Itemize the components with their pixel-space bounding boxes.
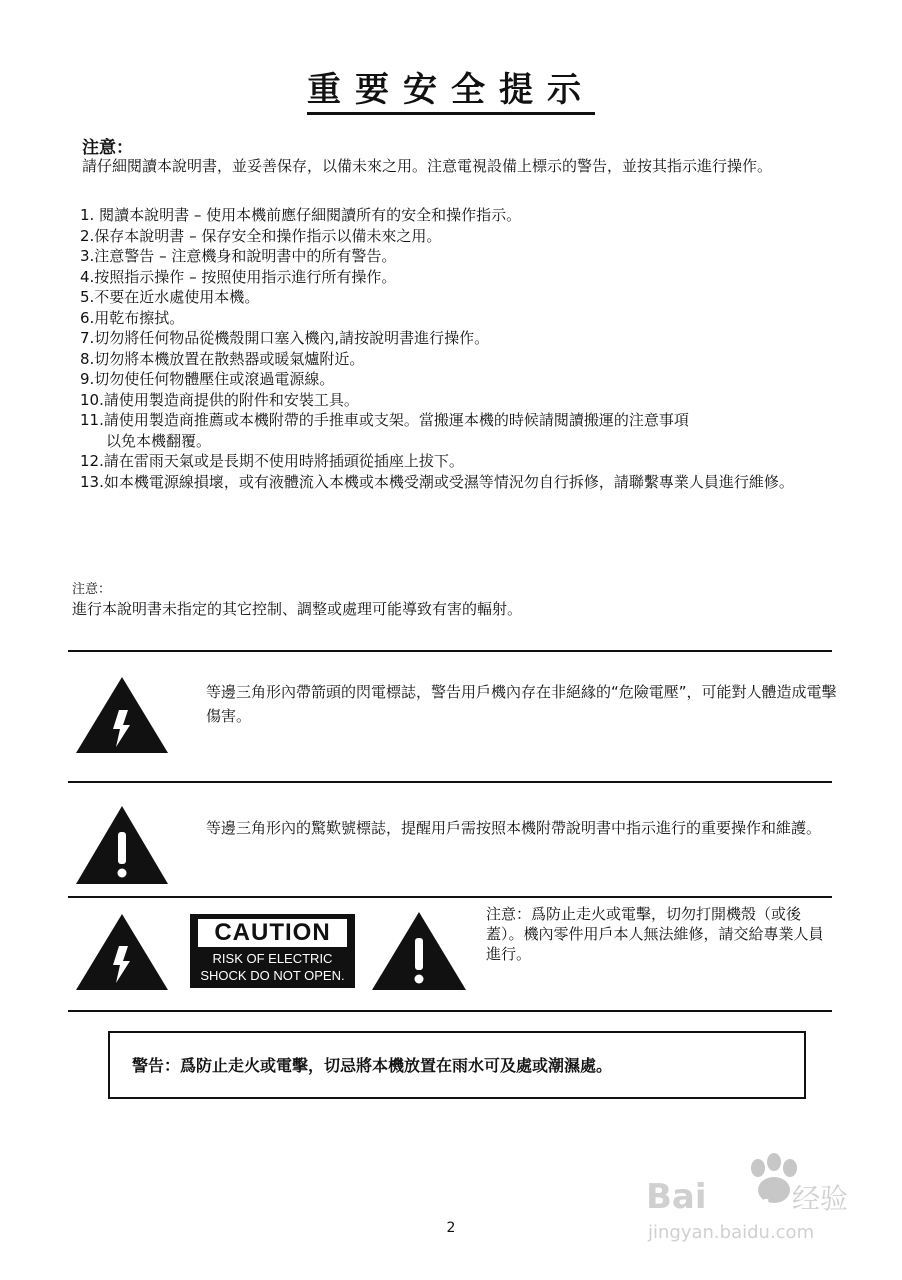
list-item: 2.保存本說明書 – 保存安全和操作指示以備未來之用。 <box>80 226 442 245</box>
warning-box <box>108 1031 806 1099</box>
svg-text:jingyan.baidu.com: jingyan.baidu.com <box>648 1222 815 1243</box>
svg-text:Bai: Bai <box>646 1177 707 1217</box>
lightning-warning-text: 等邊三角形內帶箭頭的閃電標誌，警告用戶機內存在非絕緣的“危險電壓”，可能對人體造成電擊傷害。 <box>206 683 837 725</box>
baidu-watermark-logo <box>640 1150 860 1250</box>
svg-text:经验: 经验 <box>792 1182 849 1215</box>
list-item: 9.切勿使任何物體壓住或滾過電源線。 <box>80 370 335 388</box>
exclamation-warning-text: 等邊三角形內的驚歎號標誌，提醒用戶需按照本機附帶說明書中指示進行的重要操作和維護。 <box>206 819 822 837</box>
list-item: 1. 閱讀本說明書 – 使用本機前應仔細閱讀所有的安全和操作指示。 <box>80 206 522 224</box>
divider <box>68 781 832 783</box>
list-item: 6.用乾布擦拭。 <box>80 308 185 327</box>
caution-title: CAUTION <box>198 919 347 947</box>
list-item: 以免本機翻覆。 <box>106 431 212 450</box>
warning-text: 警告：爲防止走火或電擊，切忌將本機放置在雨水可及處或潮濕處。 <box>132 1056 613 1075</box>
list-item: 13.如本機電源線損壞，或有液體流入本機或本機受潮或受濕等情況勿自行拆修，請聯繫專業人員進行維修。 <box>80 472 794 491</box>
exclamation-warning-icon <box>76 806 168 884</box>
divider <box>68 896 832 898</box>
note2-text: 進行本說明書未指定的其它控制、調整或處理可能導致有害的輻射。 <box>72 600 523 618</box>
side-note: 注意：爲防止走火或電擊，切勿打開機殼（或後蓋）。機內零件用戶本人無法維修，請交給專業人員進行。 <box>486 905 824 963</box>
list-item: 3.注意警告 – 注意機身和說明書中的所有警告。 <box>80 247 397 265</box>
safety-list <box>80 205 850 492</box>
list-item: 8.切勿將本機放置在散熱器或暖氣爐附近。 <box>80 349 365 368</box>
exclamation-warning-icon <box>372 912 466 990</box>
page-title: 重要安全提示 <box>0 62 902 111</box>
svg-text:du: du <box>736 1190 771 1218</box>
intro-text: 請仔細閱讀本說明書，並妥善保存，以備未來之用。注意電視設備上標示的警告，並按其指示進行操作。 <box>82 157 773 175</box>
page-number: 2 <box>446 1220 456 1236</box>
list-item: 7.切勿將任何物品從機殼開口塞入機內,請按說明書進行操作。 <box>80 329 490 347</box>
caution-line-2: SHOCK DO NOT OPEN. <box>200 968 345 983</box>
caution-label <box>190 914 355 988</box>
lightning-warning-icon <box>76 914 168 990</box>
lightning-warning-icon <box>76 677 168 753</box>
note2-label: 注意： <box>72 582 112 597</box>
list-item: 12.請在雷雨天氣或是長期不使用時將插頭從插座上拔下。 <box>80 452 464 470</box>
note-label: 注意： <box>82 138 133 158</box>
list-item: 10.請使用製造商提供的附件和安裝工具。 <box>80 390 359 409</box>
list-item: 5.不要在近水處使用本機。 <box>80 288 260 306</box>
caution-line-1: RISK OF ELECTRIC <box>212 951 333 966</box>
list-item: 11.請使用製造商推薦或本機附帶的手推車或支架。當搬運本機的時候請閱讀搬運的注意事項 <box>80 411 689 429</box>
divider <box>68 1010 832 1012</box>
divider <box>68 650 832 652</box>
list-item: 4.按照指示操作 – 按照使用指示進行所有操作。 <box>80 267 397 286</box>
